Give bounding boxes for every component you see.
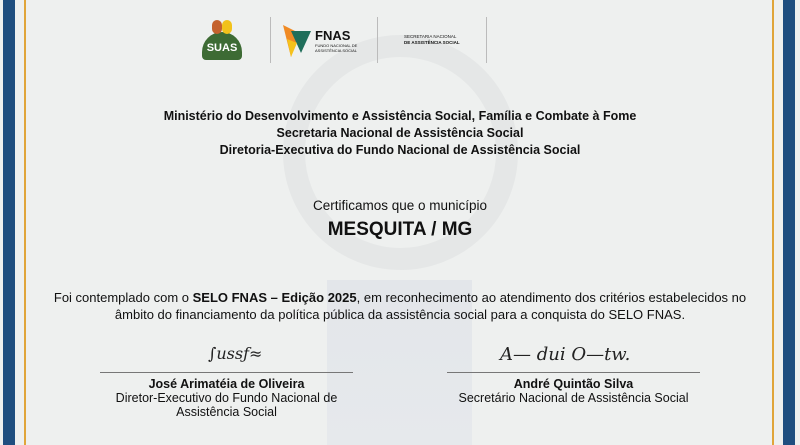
fnas-logo-text: FNAS [315,27,351,43]
suas-logo-text: SUAS [206,42,238,54]
header-block [0,108,800,159]
logo-bar [200,18,487,62]
signatory-left [100,377,353,419]
signatory-name: José Arimatéia de Oliveira [148,377,305,391]
ministry-name: Ministério do Desenvolvimento e Assistência Social, Família e Combate à Fome [163,109,637,123]
divider [377,17,378,63]
secretariat-name: Secretaria Nacional de Assistência Social [276,126,524,140]
signatory-right [447,377,700,405]
secretaria-line2: DE ASSISTÊNCIA SOCIAL [404,40,460,45]
body-line2: âmbito do financiamento da política pública da assistência social para a conquista do SELO FNAS. [114,307,686,322]
signatory-role: Secretário Nacional de Assistência Social [458,391,689,405]
signatory-name: André Quintão Silva [513,377,634,391]
directorate-name: Diretoria-Executiva do Fundo Nacional de Assistência Social [219,143,581,157]
municipality-name: MESQUITA / MG [327,219,473,240]
signatory-role-cont: Assistência Social [176,405,277,419]
suas-logo [200,18,244,62]
signatory-role: Diretor-Executivo do Fundo Nacional de [115,391,338,405]
body-post: , em reconhecimento ao atendimento dos critérios estabelecidos no [356,290,747,305]
signature-line-left [100,372,353,373]
divider [270,17,271,63]
certify-text: Certificamos que o município [312,198,488,213]
signature-jose: ∫ussƒ≈ [208,344,263,363]
body-text [0,289,800,323]
fnas-logo-subtext: FUNDO NACIONAL DE ASSISTÊNCIA SOCIAL [315,42,358,53]
selo-highlight: SELO FNAS – Edição 2025 [192,290,357,305]
secretaria-line1: SECRETARIA NACIONAL [404,34,457,39]
secretaria-logo [404,34,460,46]
signature-line-right [447,372,700,373]
fnas-logo [283,23,361,57]
body-pre: Foi contemplado com o [53,290,193,305]
fnas-icon [283,23,311,57]
signature-andre: A— dui O—tw. [500,344,631,365]
divider [486,17,487,63]
